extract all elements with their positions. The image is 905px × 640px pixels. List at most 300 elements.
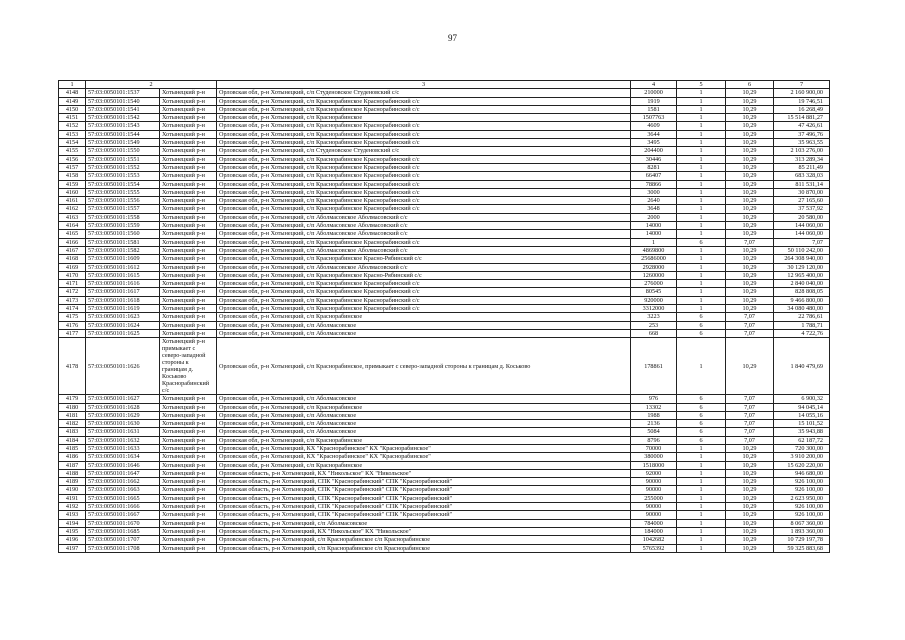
cell-cadastral-value: 828 808,05 [774, 288, 830, 296]
cell-category: 6 [677, 403, 726, 411]
cell-district: Хотынецкий р-н [160, 469, 217, 477]
cell-district: Хотынецкий р-н [160, 453, 217, 461]
table-row [59, 263, 830, 271]
cell-rate: 7,07 [726, 321, 774, 329]
cell-category: 6 [677, 321, 726, 329]
cell-address: Орловская обл, р-н Хотынецкий, с/п Студеновское Студеновский с/с [217, 147, 631, 155]
cell-cadastral-number: 57:03:0050101:1553 [86, 172, 160, 180]
table-row [59, 139, 830, 147]
table-row [59, 478, 830, 486]
table-row [59, 403, 830, 411]
cell-category: 1 [677, 280, 726, 288]
cell-row-number: 4159 [59, 180, 86, 188]
cell-cadastral-number: 57:03:0050101:1670 [86, 519, 160, 527]
cell-address: Орловская обл, р-н Хотынецкий, с/п Краснорабинское Краснорабинский с/с [217, 197, 631, 205]
cell-address: Орловская обл, р-н Хотынецкий, с/п Краснорабинское Краснорабинский с/с [217, 180, 631, 188]
cell-cadastral-number: 57:03:0050101:1617 [86, 288, 160, 296]
cell-district: Хотынецкий р-н [160, 313, 217, 321]
cell-rate: 10,29 [726, 338, 774, 395]
header-col-5: 5 [677, 81, 726, 89]
cell-address: Орловская обл, р-н Хотынецкий, с/п Краснорабинское Краснорабинский с/с [217, 105, 631, 113]
cell-cadastral-number: 57:03:0050101:1631 [86, 428, 160, 436]
cell-row-number: 4168 [59, 255, 86, 263]
table-row [59, 338, 830, 395]
cell-area: 14000 [631, 222, 677, 230]
cell-address: Орловская обл, р-н Хотынецкий, с/п Аболмасовское Аболмасовский с/с [217, 230, 631, 238]
cell-row-number: 4163 [59, 213, 86, 221]
table-row [59, 519, 830, 527]
cell-row-number: 4197 [59, 544, 86, 552]
cell-cadastral-value: 2 103 276,00 [774, 147, 830, 155]
cell-row-number: 4181 [59, 411, 86, 419]
cell-row-number: 4196 [59, 536, 86, 544]
cell-cadastral-number: 57:03:0050101:1685 [86, 527, 160, 535]
cell-cadastral-number: 57:03:0050101:1625 [86, 329, 160, 337]
cell-row-number: 4178 [59, 338, 86, 395]
cell-area: 14000 [631, 230, 677, 238]
cell-cadastral-value: 313 289,34 [774, 155, 830, 163]
cell-category: 1 [677, 544, 726, 552]
cell-rate: 7,07 [726, 428, 774, 436]
cell-address: Орловская обл, р-н Хотынецкий, с/п Краснорабинское, примыкает с северо-западной стороны к границам д. Коськово [217, 338, 631, 395]
cell-district: Хотынецкий р-н [160, 519, 217, 527]
cell-cadastral-value: 37 496,76 [774, 130, 830, 138]
table-row [59, 527, 830, 535]
cell-address: Орловская обл, р-н Хотынецкий, с/п Краснорабинское [217, 461, 631, 469]
cell-rate: 10,29 [726, 444, 774, 452]
cell-cadastral-number: 57:03:0050101:1623 [86, 313, 160, 321]
cell-cadastral-value: 12 965 400,00 [774, 271, 830, 279]
cell-district: Хотынецкий р-н [160, 436, 217, 444]
cell-district: Хотынецкий р-н [160, 238, 217, 246]
cell-area: 253 [631, 321, 677, 329]
cell-cadastral-value: 811 531,14 [774, 180, 830, 188]
cell-rate: 7,07 [726, 238, 774, 246]
cell-area: 8796 [631, 436, 677, 444]
cell-cadastral-value: 35 963,55 [774, 139, 830, 147]
cell-area: 5765392 [631, 544, 677, 552]
cell-area: 13302 [631, 403, 677, 411]
header-col-2: 2 [86, 81, 217, 89]
cell-area: 668 [631, 329, 677, 337]
cell-cadastral-number: 57:03:0050101:1560 [86, 230, 160, 238]
table-row [59, 436, 830, 444]
cell-address: Орловская обл, р-н Хотынецкий, с/п Краснорабинское [217, 313, 631, 321]
cell-cadastral-number: 57:03:0050101:1540 [86, 97, 160, 105]
cell-cadastral-number: 57:03:0050101:1556 [86, 197, 160, 205]
cell-cadastral-value: 8 067 360,00 [774, 519, 830, 527]
cell-area: 1988 [631, 411, 677, 419]
cell-area: 66407 [631, 172, 677, 180]
cell-cadastral-value: 34 080 480,00 [774, 305, 830, 313]
cell-rate: 10,29 [726, 469, 774, 477]
cell-area: 90000 [631, 503, 677, 511]
cell-rate: 10,29 [726, 271, 774, 279]
cell-area: 90000 [631, 511, 677, 519]
cell-category: 1 [677, 97, 726, 105]
cell-area: 3648 [631, 205, 677, 213]
table-row [59, 544, 830, 552]
cell-district: Хотынецкий р-н [160, 222, 217, 230]
cell-rate: 10,29 [726, 172, 774, 180]
table-row [59, 222, 830, 230]
cell-category: 1 [677, 205, 726, 213]
cell-district: Хотынецкий р-н [160, 89, 217, 97]
cell-address: Орловская обл, р-н Хотынецкий, с/п Краснорабинское Краснорабинский с/с [217, 288, 631, 296]
cell-row-number: 4175 [59, 313, 86, 321]
table-row [59, 288, 830, 296]
cell-row-number: 4179 [59, 395, 86, 403]
cell-district: Хотынецкий р-н [160, 280, 217, 288]
cell-cadastral-value: 20 580,00 [774, 213, 830, 221]
cell-rate: 10,29 [726, 188, 774, 196]
cell-cadastral-value: 30 129 120,00 [774, 263, 830, 271]
cell-category: 1 [677, 89, 726, 97]
cell-category: 1 [677, 461, 726, 469]
table-row [59, 205, 830, 213]
cell-cadastral-number: 57:03:0050101:1632 [86, 436, 160, 444]
cell-area: 204400 [631, 147, 677, 155]
cell-rate: 10,29 [726, 536, 774, 544]
cell-cadastral-value: 85 211,49 [774, 163, 830, 171]
cell-cadastral-number: 57:03:0050101:1581 [86, 238, 160, 246]
table-row [59, 420, 830, 428]
cell-category: 1 [677, 114, 726, 122]
cell-rate: 10,29 [726, 105, 774, 113]
table-row [59, 503, 830, 511]
cell-cadastral-value: 7,07 [774, 238, 830, 246]
cell-cadastral-number: 57:03:0050101:1558 [86, 213, 160, 221]
cell-row-number: 4149 [59, 97, 86, 105]
header-col-4: 4 [631, 81, 677, 89]
cell-category: 1 [677, 122, 726, 130]
cell-cadastral-value: 27 165,60 [774, 197, 830, 205]
cell-cadastral-value: 15 620 220,00 [774, 461, 830, 469]
cell-cadastral-number: 57:03:0050101:1551 [86, 155, 160, 163]
cell-rate: 10,29 [726, 230, 774, 238]
cell-row-number: 4160 [59, 188, 86, 196]
cell-district: Хотынецкий р-н [160, 461, 217, 469]
cell-rate: 10,29 [726, 222, 774, 230]
cell-district: Хотынецкий р-н [160, 395, 217, 403]
cell-area: 90000 [631, 486, 677, 494]
cell-area: 3495 [631, 139, 677, 147]
cell-area: 78866 [631, 180, 677, 188]
cell-row-number: 4182 [59, 420, 86, 428]
cell-row-number: 4185 [59, 444, 86, 452]
cell-row-number: 4183 [59, 428, 86, 436]
cell-row-number: 4161 [59, 197, 86, 205]
header-col-1: 1 [59, 81, 86, 89]
cell-category: 1 [677, 305, 726, 313]
cell-area: 92000 [631, 469, 677, 477]
cell-row-number: 4192 [59, 503, 86, 511]
cell-address: Орловская обл, р-н Хотынецкий, с/п Краснорабинское Краснорабинский с/с [217, 296, 631, 304]
cell-rate: 10,29 [726, 494, 774, 502]
cell-address: Орловская обл, р-н Хотынецкий, с/п Краснорабинское Краснорабинский с/с [217, 122, 631, 130]
cell-category: 1 [677, 163, 726, 171]
cell-area: 178861 [631, 338, 677, 395]
cell-cadastral-value: 59 325 883,68 [774, 544, 830, 552]
cell-rate: 10,29 [726, 511, 774, 519]
cell-row-number: 4166 [59, 238, 86, 246]
cell-row-number: 4187 [59, 461, 86, 469]
cell-row-number: 4165 [59, 230, 86, 238]
cell-address: Орловская обл, р-н Хотынецкий, с/п Краснорабинское Краснорабинский с/с [217, 280, 631, 288]
cell-area: 2000 [631, 213, 677, 221]
cell-district: Хотынецкий р-н [160, 246, 217, 254]
cell-address: Орловская обл, р-н Хотынецкий, с/п Краснорабинское Краснорабинский с/с [217, 205, 631, 213]
cell-cadastral-number: 57:03:0050101:1646 [86, 461, 160, 469]
cell-row-number: 4148 [59, 89, 86, 97]
cell-category: 1 [677, 338, 726, 395]
cell-address: Орловская обл, р-н Хотынецкий, с/п Аболмасовское [217, 395, 631, 403]
cell-area: 1260000 [631, 271, 677, 279]
cell-row-number: 4157 [59, 163, 86, 171]
cell-row-number: 4154 [59, 139, 86, 147]
table-row [59, 180, 830, 188]
cell-cadastral-number: 57:03:0050101:1662 [86, 478, 160, 486]
cell-address: Орловская обл, р-н Хотынецкий, с/п Краснорабинское Краснорабинский с/с [217, 238, 631, 246]
cell-rate: 7,07 [726, 420, 774, 428]
cell-row-number: 4156 [59, 155, 86, 163]
cell-cadastral-value: 16 268,49 [774, 105, 830, 113]
cell-cadastral-number: 57:03:0050101:1666 [86, 503, 160, 511]
cell-cadastral-value: 2 160 900,00 [774, 89, 830, 97]
cell-address: Орловская обл, р-н Хотынецкий, с/п Аболмасовское Аболмасовский с/с [217, 246, 631, 254]
cell-district: Хотынецкий р-н [160, 544, 217, 552]
cell-area: 70000 [631, 444, 677, 452]
cell-district: Хотынецкий р-н [160, 511, 217, 519]
cell-address: Орловская обл, р-н Хотынецкий, с/п Аболмасовское [217, 329, 631, 337]
cell-category: 1 [677, 188, 726, 196]
cell-cadastral-value: 720 300,00 [774, 444, 830, 452]
cell-cadastral-value: 1 788,71 [774, 321, 830, 329]
cell-address: Орловская обл, р-н Хотынецкий, с/п Аболмасовское [217, 420, 631, 428]
cell-row-number: 4150 [59, 105, 86, 113]
cell-district: Хотынецкий р-н [160, 321, 217, 329]
cell-area: 3644 [631, 130, 677, 138]
cell-cadastral-number: 57:03:0050101:1616 [86, 280, 160, 288]
cell-cadastral-value: 144 060,00 [774, 230, 830, 238]
cell-rate: 10,29 [726, 246, 774, 254]
cell-rate: 10,29 [726, 97, 774, 105]
cell-cadastral-value: 926 100,00 [774, 511, 830, 519]
cell-area: 976 [631, 395, 677, 403]
cell-rate: 7,07 [726, 411, 774, 419]
cell-rate: 10,29 [726, 122, 774, 130]
cell-district: Хотынецкий р-н [160, 105, 217, 113]
cell-cadastral-value: 1 840 479,69 [774, 338, 830, 395]
cell-district: Хотынецкий р-н [160, 97, 217, 105]
cell-area: 184000 [631, 527, 677, 535]
cell-rate: 10,29 [726, 519, 774, 527]
cell-row-number: 4191 [59, 494, 86, 502]
cell-cadastral-value: 4 722,76 [774, 329, 830, 337]
cell-category: 1 [677, 511, 726, 519]
cell-cadastral-number: 57:03:0050101:1541 [86, 105, 160, 113]
cell-cadastral-value: 9 466 800,00 [774, 296, 830, 304]
cell-address: Орловская обл, р-н Хотынецкий, с/п Краснорабинское Краснорабинский с/с [217, 130, 631, 138]
cell-district: Хотынецкий р-н [160, 188, 217, 196]
cell-category: 1 [677, 105, 726, 113]
cell-address: Орловская обл, р-н Хотынецкий, с/п Краснорабинское [217, 436, 631, 444]
cell-cadastral-number: 57:03:0050101:1667 [86, 511, 160, 519]
cell-district: Хотынецкий р-н [160, 205, 217, 213]
cell-address: Орловская обл, р-н Хотынецкий, с/п Аболмасовское [217, 321, 631, 329]
cell-category: 1 [677, 147, 726, 155]
cell-rate: 10,29 [726, 147, 774, 155]
table-row [59, 469, 830, 477]
cell-category: 1 [677, 213, 726, 221]
cell-cadastral-number: 57:03:0050101:1609 [86, 255, 160, 263]
cell-cadastral-number: 57:03:0050101:1612 [86, 263, 160, 271]
cell-district: Хотынецкий р-н примыкает с северо-западной стороны к границам д. Коськово Краснорабинский с/с [160, 338, 217, 395]
header-col-7: 7 [774, 81, 830, 89]
cell-area: 80545 [631, 288, 677, 296]
cell-category: 6 [677, 238, 726, 246]
table-row [59, 147, 830, 155]
cell-cadastral-number: 57:03:0050101:1582 [86, 246, 160, 254]
cell-address: Орловская область, р-н Хотынецкий, с/п Аболмасовское [217, 519, 631, 527]
cell-cadastral-number: 57:03:0050101:1557 [86, 205, 160, 213]
cell-cadastral-value: 144 060,00 [774, 222, 830, 230]
cell-category: 1 [677, 536, 726, 544]
cell-category: 1 [677, 222, 726, 230]
cell-area: 380000 [631, 453, 677, 461]
cell-category: 6 [677, 420, 726, 428]
cell-district: Хотынецкий р-н [160, 536, 217, 544]
cell-cadastral-number: 57:03:0050101:1628 [86, 403, 160, 411]
cell-category: 1 [677, 486, 726, 494]
cell-category: 1 [677, 519, 726, 527]
cell-district: Хотынецкий р-н [160, 213, 217, 221]
cell-district: Хотынецкий р-н [160, 139, 217, 147]
table-row [59, 238, 830, 246]
cell-category: 1 [677, 296, 726, 304]
cell-row-number: 4152 [59, 122, 86, 130]
table-row [59, 461, 830, 469]
table-row [59, 271, 830, 279]
cell-area: 1042682 [631, 536, 677, 544]
cell-rate: 10,29 [726, 453, 774, 461]
cell-cadastral-value: 1 893 360,00 [774, 527, 830, 535]
table-row [59, 444, 830, 452]
table-row [59, 255, 830, 263]
cell-district: Хотынецкий р-н [160, 197, 217, 205]
cell-area: 4609 [631, 122, 677, 130]
table-row [59, 494, 830, 502]
cell-row-number: 4153 [59, 130, 86, 138]
cell-rate: 10,29 [726, 544, 774, 552]
cell-district: Хотынецкий р-н [160, 114, 217, 122]
cell-cadastral-number: 57:03:0050101:1630 [86, 420, 160, 428]
cell-cadastral-value: 2 623 950,00 [774, 494, 830, 502]
cell-address: Орловская область, р-н Хотынецкий, СПК "Краснорабинский" СПК "Краснорабинский" [217, 486, 631, 494]
table-row [59, 486, 830, 494]
cell-cadastral-number: 57:03:0050101:1634 [86, 453, 160, 461]
cell-district: Хотынецкий р-н [160, 172, 217, 180]
table-body [59, 89, 830, 553]
cell-row-number: 4189 [59, 478, 86, 486]
cell-district: Хотынецкий р-н [160, 411, 217, 419]
cell-area: 3000 [631, 188, 677, 196]
cell-district: Хотынецкий р-н [160, 503, 217, 511]
cell-cadastral-number: 57:03:0050101:1665 [86, 494, 160, 502]
table-row [59, 453, 830, 461]
table-row [59, 321, 830, 329]
cell-category: 1 [677, 197, 726, 205]
table-row [59, 246, 830, 254]
table-row [59, 395, 830, 403]
cell-row-number: 4151 [59, 114, 86, 122]
cell-row-number: 4158 [59, 172, 86, 180]
table-row [59, 536, 830, 544]
cell-rate: 10,29 [726, 205, 774, 213]
cell-address: Орловская обл, р-н Хотынецкий, с/п Краснорабинское Краснорабинский с/с [217, 155, 631, 163]
cell-row-number: 4170 [59, 271, 86, 279]
cell-cadastral-number: 57:03:0050101:1552 [86, 163, 160, 171]
cell-category: 6 [677, 428, 726, 436]
cell-category: 1 [677, 130, 726, 138]
cell-row-number: 4193 [59, 511, 86, 519]
cell-address: Орловская обл, р-н Хотынецкий, с/п Аболмасовское [217, 428, 631, 436]
cell-rate: 10,29 [726, 255, 774, 263]
cell-category: 1 [677, 155, 726, 163]
cell-district: Хотынецкий р-н [160, 255, 217, 263]
cell-address: Орловская обл, р-н Хотынецкий, с/п Краснорабинское Краснорабинский с/с [217, 188, 631, 196]
cell-address: Орловская обл, р-н Хотынецкий, с/п Студеновское Студеновский с/с [217, 89, 631, 97]
cell-rate: 10,29 [726, 486, 774, 494]
cell-cadastral-value: 47 426,61 [774, 122, 830, 130]
cell-address: Орловская обл, р-н Хотынецкий, с/п Аболмасовское Аболмасовский с/с [217, 263, 631, 271]
cell-area: 784000 [631, 519, 677, 527]
cell-rate: 10,29 [726, 197, 774, 205]
cell-address: Орловская область, р-н Хотынецкий, с/п Краснорабинское с/п Краснорабинское [217, 536, 631, 544]
cell-cadastral-number: 57:03:0050101:1555 [86, 188, 160, 196]
cell-district: Хотынецкий р-н [160, 486, 217, 494]
header-col-6: 6 [726, 81, 774, 89]
cell-rate: 7,07 [726, 395, 774, 403]
cell-district: Хотынецкий р-н [160, 420, 217, 428]
cell-rate: 10,29 [726, 89, 774, 97]
cell-address: Орловская область, р-н Хотынецкий, СПК "Краснорабинский" СПК "Краснорабинский" [217, 503, 631, 511]
cell-category: 6 [677, 395, 726, 403]
cell-address: Орловская область, р-н Хотынецкий, с/п Краснорабинское с/п Краснорабинское [217, 544, 631, 552]
cell-cadastral-value: 37 537,92 [774, 205, 830, 213]
cell-area: 5084 [631, 428, 677, 436]
cell-district: Хотынецкий р-н [160, 122, 217, 130]
table-row [59, 172, 830, 180]
cell-rate: 7,07 [726, 436, 774, 444]
cell-address: Орловская обл, р-н Хотынецкий, с/п Краснорабинское [217, 114, 631, 122]
cell-area: 90000 [631, 478, 677, 486]
cell-area: 2640 [631, 197, 677, 205]
cell-cadastral-value: 50 110 242,00 [774, 246, 830, 254]
table-row [59, 97, 830, 105]
cell-area: 1 [631, 238, 677, 246]
cell-district: Хотынецкий р-н [160, 263, 217, 271]
cell-cadastral-number: 57:03:0050101:1708 [86, 544, 160, 552]
cell-rate: 7,07 [726, 329, 774, 337]
cell-address: Орловская обл, р-н Хотынецкий, с/п Краснорабинское Красно-Рябинский с/с [217, 255, 631, 263]
cell-area: 30446 [631, 155, 677, 163]
cell-rate: 10,29 [726, 280, 774, 288]
cell-address: Орловская область, р-н Хотынецкий, КХ "Никольское" КХ "Никольское" [217, 527, 631, 535]
cell-district: Хотынецкий р-н [160, 180, 217, 188]
table-row [59, 114, 830, 122]
cell-row-number: 4164 [59, 222, 86, 230]
